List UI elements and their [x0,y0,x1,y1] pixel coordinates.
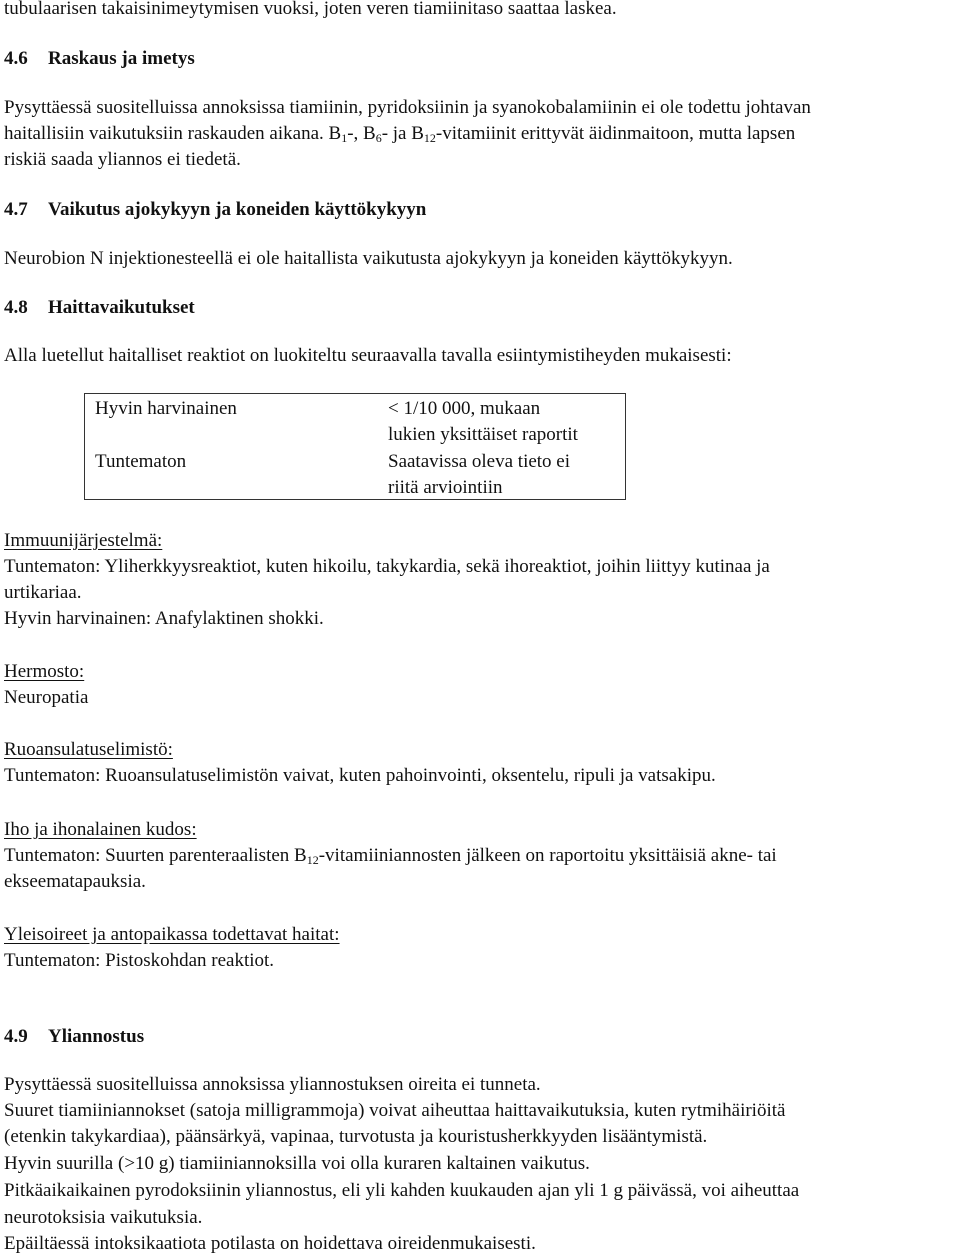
text-run: -vitamiinit erittyvät äidinmaitoon, mutta lapsen [435,123,796,144]
paragraph-line: neurotoksisia vaikutuksia. [4,1207,203,1228]
frequency-value: riitä arviointiin [388,477,503,498]
paragraph-line: Pysyttäessä suositelluissa annoksissa yliannostuksen oireita ei tunneta. [4,1074,541,1095]
section-number: 4.8 [4,297,28,318]
subheading-immune: Immuunijärjestelmä: [4,530,163,551]
section-title: Raskaus ja imetys [48,48,195,69]
intro-line: tubulaarisen takaisinimeytymisen vuoksi, joten veren tiamiinitaso saattaa laskea. [4,0,617,19]
section-heading-4-7 [4,197,426,223]
paragraph-line: Neuropatia [4,687,89,708]
text-run: Tuntematon: Suurten parenteraalisten B [4,845,307,866]
paragraph-line: Hyvin suurilla (>10 g) tiamiiniannoksilla voi olla kuraren kaltainen vaikutus. [4,1153,590,1174]
paragraph-line: Tuntematon: Yliherkkyysreaktiot, kuten hikoilu, takykardia, sekä ihoreaktiot, joihin liittyy kutinaa ja [4,556,770,577]
paragraph-line: Tuntematon: Ruoansulatuselimistön vaivat, kuten pahoinvointi, oksentelu, ripuli ja vatsakipu. [4,765,716,786]
subscript: 6 [375,131,382,145]
section-title: Vaikutus ajokykyyn ja koneiden käyttökykyyn [48,199,427,220]
paragraph-line: Epäiltäessä intoksikaatiota potilasta on hoidettava oireidenmukaisesti. [4,1233,536,1254]
section-heading-4-8 [4,295,195,321]
subheading-gi: Ruoansulatuselimistö: [4,739,173,760]
subheading-general: Yleisoireet ja antopaikassa todettavat haitat: [4,924,340,945]
text-run: - ja B [381,123,424,144]
paragraph-line: Suuret tiamiiniannokset (satoja milligrammoja) voivat aiheuttaa haittavaikutuksia, kuten rytmihäiriöitä [4,1100,786,1121]
frequency-label: Tuntematon [95,451,187,472]
paragraph-line: riskiä saada yliannos ei tiedetä. [4,149,241,170]
frequency-label: Hyvin harvinainen [95,398,237,419]
paragraph-line [4,843,777,869]
section-title: Haittavaikutukset [48,297,195,318]
subscript: 12 [306,853,319,867]
text-run: -, B [347,123,376,144]
paragraph-line: Hyvin harvinainen: Anafylaktinen shokki. [4,608,324,629]
frequency-value: Saatavissa oleva tieto ei [388,451,571,472]
subheading-nervous-system: Hermosto: [4,661,85,682]
paragraph-line [4,121,795,147]
section-number: 4.9 [4,1026,28,1047]
paragraph-line: Pitkäaikaikainen pyrodoksiinin yliannostus, eli yli kahden kuukauden ajan yli 1 g päivässä, voi aiheuttaa [4,1180,800,1201]
text-run: haitallisiin vaikutuksiin raskauden aikana. B [4,123,342,144]
paragraph-line: urtikariaa. [4,582,82,603]
section-heading-4-9 [4,1024,144,1050]
paragraph-line: Tuntematon: Pistoskohdan reaktiot. [4,950,275,971]
section-heading-4-6 [4,46,195,72]
text-run: -vitamiiniannosten jälkeen on raportoitu yksittäisiä akne- tai [318,845,777,866]
subscript: 12 [423,131,436,145]
paragraph-line: Alla luetellut haitalliset reaktiot on luokiteltu seuraavalla tavalla esiintymistiheyden mukaisesti: [4,345,732,366]
paragraph-line: Neurobion N injektionesteellä ei ole haitallista vaikutusta ajokykyyn ja koneiden käyttökykyyn. [4,248,733,269]
frequency-value: lukien yksittäiset raportit [388,424,578,445]
subscript: 1 [341,131,348,145]
paragraph-line: (etenkin takykardiaa), päänsärkyä, vapinaa, turvotusta ja kouristusherkkyyden lisääntymistä. [4,1126,708,1147]
section-title: Yliannostus [48,1026,145,1047]
frequency-table [84,393,626,500]
frequency-value: < 1/10 000, mukaan [388,398,541,419]
subheading-skin: Iho ja ihonalainen kudos: [4,819,197,840]
paragraph-line: ekseematapauksia. [4,871,146,892]
section-number: 4.6 [4,48,28,69]
section-number: 4.7 [4,199,28,220]
paragraph-line: Pysyttäessä suositelluissa annoksissa tiamiinin, pyridoksiinin ja syanokobalamiinin ei ole todettu johtavan [4,97,811,118]
